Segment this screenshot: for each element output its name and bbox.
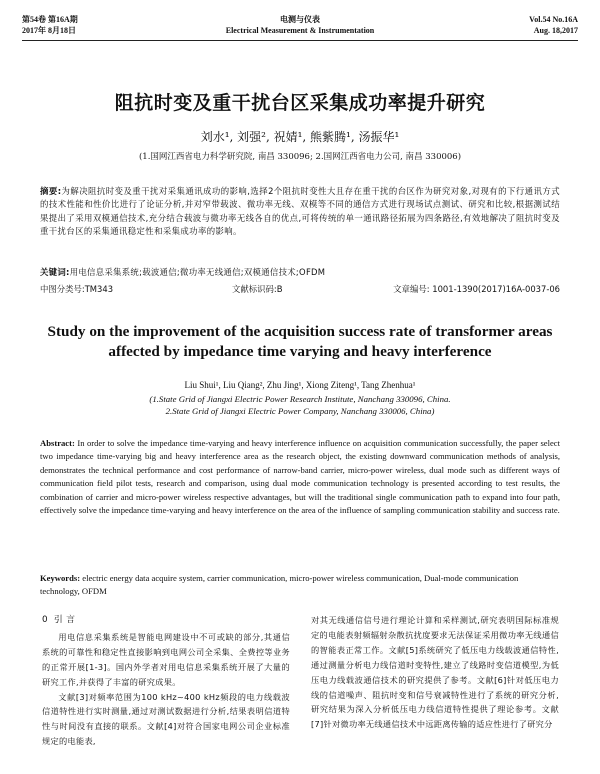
body-column-left <box>42 613 290 749</box>
authors-en: Liu Shui¹, Liu Qiang², Zhu Jing¹, Xiong Ziteng¹, Tang Zhenhua¹ <box>184 380 416 390</box>
issue-date: 2017年 8月18日 <box>22 26 76 35</box>
document-code: 文献标识码:B <box>232 284 283 294</box>
keywords-cn-text: 用电信息采集系统;载波通信;微功率无线通信;双模通信技术;OFDM <box>69 267 326 277</box>
body-column-right <box>311 613 559 732</box>
keywords-en <box>40 572 560 599</box>
abstract-cn-label: 摘要: <box>40 186 62 196</box>
abstract-en-text: In order to solve the impedance time-varying and heavy interference influence on acquisition communication successfully, the paper select two impedance time-varying big and heavy interference area as the research object, the existing downward communication methods of analysis, demonstrates the technical performance and cost performance of narrow-band carrier, micro-power wireless, dual mode such as different ways of communication field pilot tests, research and comparison, using dual mode communication technology is presented according to test results, the combination of carrier and micro-power wireless respective advantages, but will the traditional single communication path to expand into four path, effectively solve the impedance time-varying and heavy interference on the area of the influence of sampling communication stability and success rate. <box>40 438 561 516</box>
article-number: 文章编号: 1001-1390(2017)16A-0037-06 <box>393 284 560 294</box>
keywords-cn-label: 关键词: <box>40 267 70 277</box>
abstract-cn-text: 为解决阻抗时变及重干扰对采集通讯成功的影响,选择2个阻抗时变性大且存在重干扰的台区作为研究对象,对现有的下行通讯方式的技术性能和性价比进行了论证分析,并对窄带载波、微功率无线、双模等不同的通信方式进行现场试点测试、研究和比较,根据测试结果提出了采用双模通信技术,充分结合载波与微功率无线各自的优点,可将传统的单一通讯路径拓展为四条路径,有效地解决了阻抗时变及重干扰台区的采集通讯稳定性和采集成功率的影响。 <box>40 186 560 237</box>
abstract-cn <box>40 185 560 239</box>
affiliation-en-1: (1.State Grid of Jiangxi Electric Power Research Institute, Nanchang 330096, China. <box>149 394 451 404</box>
authors-cn: 刘水¹, 刘强², 祝婧¹, 熊紫腾¹, 汤振华¹ <box>200 130 400 144</box>
keywords-en-text: electric energy data acquire system, carrier communication, micro-power wireless communication, Dual-mode communication technology, OFDM <box>40 573 519 597</box>
section-title: 引 言 <box>53 615 76 625</box>
journal-name <box>22 14 578 36</box>
volume-issue: 第54卷 第16A期 <box>22 15 78 24</box>
section-number: 0 <box>42 615 48 625</box>
keywords-en-label: Keywords: <box>40 573 81 583</box>
issue-date-en: Aug. 18,2017 <box>533 26 578 35</box>
body-paragraph: 用电信息采集系统是智能电网建设中不可或缺的部分,其通信系统的可靠性和稳定性直接影响到电网公司全采集、全费控等业务的正常开展[1-3]。国内外学者对用电信息采集系统开展了大量的研究工作,并获得了丰富的研究成果。 <box>42 631 290 687</box>
body-paragraph: 对其无线通信信号进行理论计算和采样测试,研究表明国际标准规定的电能表射频辐射杂散抗扰度要求无法保证采用微功率无线通信的智能表正常工作。文献[5]系统研究了低压电力线载波通信特性,通过测量分析电力线信道时变特性,建立了线路时变信道模型,为低压电力线载波通信技术的研究提供了参考。文献[6]针对低压电力线的信道噪声、阻抗时变和信号衰减特性进行了系统的研究分析,研究结果为深入分析低压电力线信道特性提供了理论参考。文献[7]针对微功率无线通信技术中远距离传输的适应性进行了研究分 <box>311 615 559 730</box>
journal-name-cn: 电测与仪表 <box>280 15 320 24</box>
abstract-en-label: Abstract: <box>40 438 75 448</box>
keywords-cn <box>40 266 560 278</box>
paper-title-cn: 阻抗时变及重干扰台区采集成功率提升研究 <box>114 92 486 114</box>
journal-name-en: Electrical Measurement & Instrumentation <box>225 26 375 35</box>
journal-volume-en <box>529 14 578 36</box>
paper-title-en: Study on the improvement of the acquisition success rate of transformer areas affected by impedance time varying and heavy interference <box>47 323 553 360</box>
body-paragraph: 文献[3]对频率范围为100 kHz~400 kHz频段的电力线载波信道特性进行实时测量,通过对测试数据进行分析,结果表明信道特性与时间没有直接的联系。文献[4]对符合国家电网公司企业标准规定的电能表, <box>42 691 290 747</box>
affiliation-en <box>0 393 600 417</box>
affiliation-en-2: 2.State Grid of Jiangxi Electric Power Company, Nanchang 330006, China) <box>165 406 435 416</box>
clc-number: 中图分类号:TM343 <box>40 284 114 294</box>
section-heading <box>42 613 290 628</box>
running-header <box>22 14 578 40</box>
abstract-en <box>40 437 560 517</box>
volume-issue-en: Vol.54 No.16A <box>529 15 578 24</box>
header-rule <box>22 40 578 41</box>
affiliation-cn: (1.国网江西省电力科学研究院, 南昌 330096; 2.国网江西省电力公司, 南昌 330006) <box>138 152 462 162</box>
